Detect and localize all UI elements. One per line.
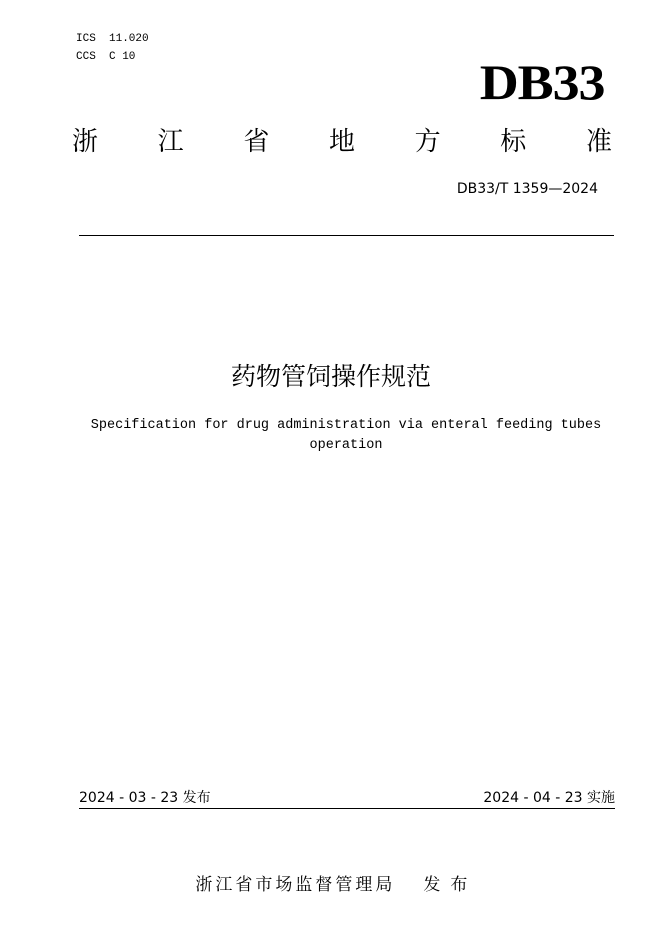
standard-type-char: 浙 — [72, 127, 99, 157]
ccs-code: CCS C 10 — [76, 51, 136, 63]
standard-type-char: 省 — [243, 127, 270, 157]
standard-type-heading — [72, 124, 612, 160]
issuer-line — [0, 852, 662, 896]
implement-date: 2024 - 04 - 23 实施 — [483, 790, 615, 806]
publish-date: 2024 - 03 - 23 发布 — [79, 790, 211, 806]
standard-type-char: 标 — [500, 127, 527, 157]
issue-label: 发布 — [423, 875, 478, 895]
bottom-divider — [79, 808, 615, 809]
document-title-english: Specification for drug administration via enteral feeding tubes operation — [90, 418, 602, 453]
ics-code: ICS 11.020 — [76, 33, 149, 45]
issuer-name: 浙江省市场监督管理局 — [195, 875, 396, 895]
standard-number: DB33/T 1359—2024 — [456, 181, 598, 197]
db33-logo: DB33 — [479, 54, 604, 110]
standard-type-char: 地 — [328, 127, 355, 157]
standard-type-char: 准 — [585, 127, 612, 157]
standard-type-char: 江 — [157, 127, 184, 157]
top-divider — [79, 235, 614, 236]
document-title-chinese: 药物管饲操作规范 — [230, 362, 431, 391]
standard-type-char: 方 — [414, 127, 441, 157]
